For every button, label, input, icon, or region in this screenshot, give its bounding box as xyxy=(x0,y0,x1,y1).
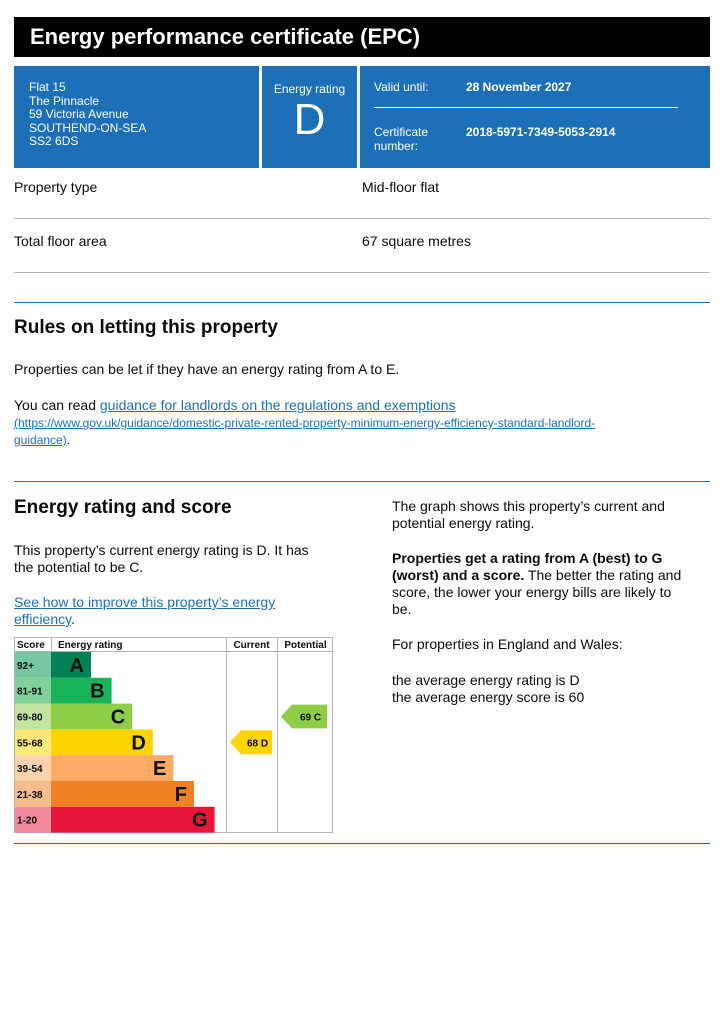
certificate-number-label xyxy=(374,125,466,153)
rating-explanation-bold: (worst) and a score. xyxy=(392,567,525,583)
rating-band-letter: A xyxy=(69,654,84,677)
page-title: Energy performance certificate (EPC) xyxy=(14,17,710,57)
potential-column-header: Potential xyxy=(284,640,327,651)
england-wales-label: For properties in England and Wales: xyxy=(392,636,623,652)
energy-rating-label: Energy rating xyxy=(273,82,346,96)
landlord-guidance-link[interactable]: guidance for landlords on the regulations and exemptions xyxy=(99,397,456,413)
rating-band-letter: D xyxy=(131,732,146,755)
floor-area-label: Total floor area xyxy=(14,233,107,249)
rules-guidance-paragraph xyxy=(14,397,704,448)
landlord-guidance-url-link[interactable] xyxy=(14,416,595,447)
improve-link-line: See how to improve this property’s energy xyxy=(14,594,276,610)
rating-band-letter: B xyxy=(90,680,105,703)
current-column-header: Current xyxy=(233,640,270,651)
potential-rating-label: 69 C xyxy=(299,712,322,724)
section-divider xyxy=(14,481,710,482)
rating-band-letter: E xyxy=(153,758,167,781)
rating-column-header: Energy rating xyxy=(58,640,123,651)
certificate-label-line: Certificate xyxy=(374,125,429,139)
score-range-label: 39-54 xyxy=(17,764,43,776)
average-ratings xyxy=(392,672,584,706)
rating-explanation xyxy=(392,550,681,618)
score-range-label: 21-38 xyxy=(17,789,43,801)
improve-link-suffix: . xyxy=(71,611,75,627)
rating-band-letter: G xyxy=(192,809,208,832)
rating-band-letter: F xyxy=(174,783,187,806)
score-column-header: Score xyxy=(17,640,45,651)
rating-explanation-text: The better the rating and xyxy=(524,567,682,583)
improve-efficiency-link[interactable] xyxy=(14,594,275,627)
score-range-label: 92+ xyxy=(17,660,34,672)
score-range-label: 1-20 xyxy=(17,815,38,827)
energy-text-line: the potential to be C. xyxy=(14,559,144,575)
property-address xyxy=(14,66,262,168)
property-type-label: Property type xyxy=(14,179,98,195)
address-line: Flat 15 xyxy=(29,80,66,94)
section-divider xyxy=(14,843,710,844)
address-line: The Pinnacle xyxy=(29,93,100,108)
guidance-url-line: guidance) xyxy=(14,433,67,447)
valid-until-label: Valid until: xyxy=(374,80,429,94)
rating-explanation-text: be. xyxy=(392,601,412,617)
certificate-label-line: number: xyxy=(374,139,419,153)
energy-rating-chart xyxy=(14,637,334,834)
floor-area-row xyxy=(14,218,710,273)
property-type-row xyxy=(14,164,710,219)
rating-explanation-bold: Properties get a rating from A (best) to G xyxy=(392,550,663,566)
address-line: 59 Victoria Avenue xyxy=(29,107,129,121)
guidance-prefix: You can read xyxy=(14,397,100,413)
rating-explanation-text: score, the lower your energy bills are likely to xyxy=(392,584,672,600)
score-range-label: 81-91 xyxy=(17,686,43,698)
guidance-suffix: . xyxy=(66,433,71,447)
rules-heading: Rules on letting this property xyxy=(14,317,278,338)
guidance-url-line: (https://www.gov.uk/guidance/domestic-private-rented-property-minimum-energy-efficiency-standard-landlord- xyxy=(14,416,596,430)
address-line: SS2 6DS xyxy=(29,134,79,148)
rules-paragraph: Properties can be let if they have an energy rating from A to E. xyxy=(14,361,400,377)
energy-rating-letter: D xyxy=(293,95,326,144)
average-score-text: the average energy score is 60 xyxy=(392,689,585,705)
address-line: SOUTHEND-ON-SEA xyxy=(29,120,147,135)
energy-rating-box xyxy=(262,66,360,168)
divider xyxy=(374,107,678,108)
improve-link-line: efficiency xyxy=(14,611,72,627)
property-type-value: Mid-floor flat xyxy=(362,179,440,195)
certificate-number-value: 2018-5971-7349-5053-2914 xyxy=(466,125,616,139)
energy-paragraph xyxy=(14,542,309,576)
energy-heading: Energy rating and score xyxy=(14,497,232,518)
average-rating-text: the average energy rating is D xyxy=(392,672,580,688)
section-divider xyxy=(14,302,710,303)
certificate-details xyxy=(360,66,710,168)
energy-text-line: This property’s current energy rating is D. It has xyxy=(14,542,309,558)
summary-panel xyxy=(14,66,710,168)
score-range-label: 55-68 xyxy=(17,738,43,750)
rating-band-g xyxy=(51,807,215,833)
graph-text-line: The graph shows this property’s current and xyxy=(392,498,665,514)
rating-band-f xyxy=(51,781,194,807)
floor-area-value: 67 square metres xyxy=(362,233,471,249)
rating-band-letter: C xyxy=(110,706,126,729)
graph-text-line: potential energy rating. xyxy=(392,515,535,531)
score-range-label: 69-80 xyxy=(17,712,43,724)
valid-until-value: 28 November 2027 xyxy=(466,80,572,94)
graph-description xyxy=(392,498,665,532)
current-rating-label: 68 D xyxy=(246,738,269,750)
improve-link-paragraph xyxy=(14,594,275,628)
